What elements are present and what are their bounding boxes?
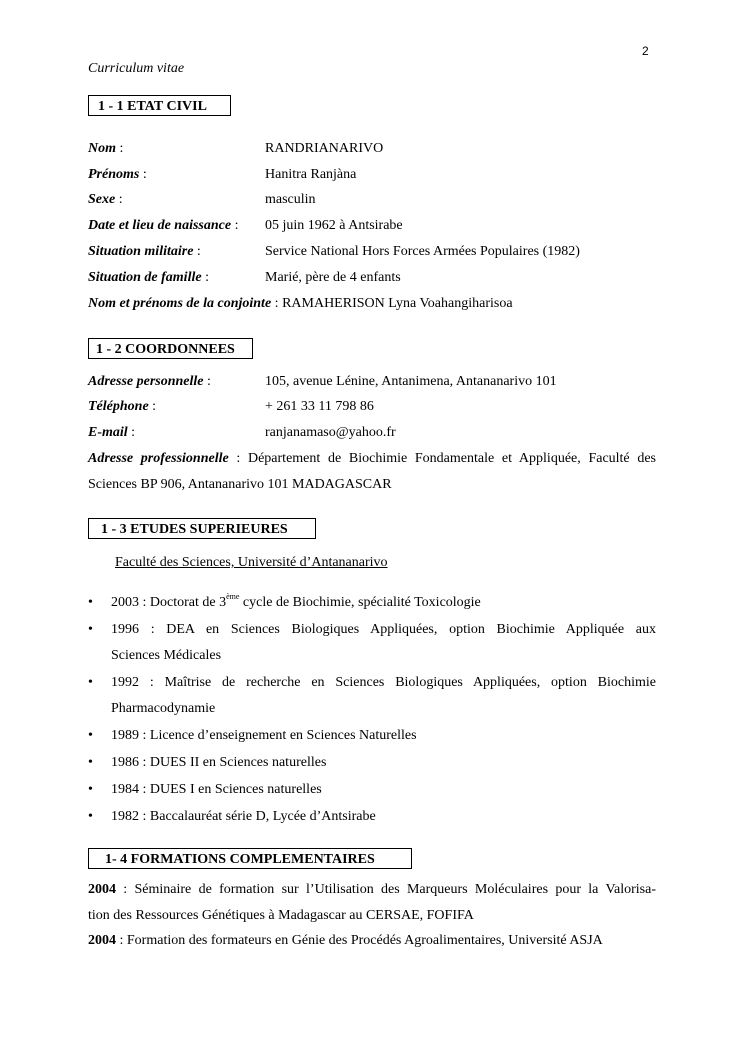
field-sexe: Sexe : <box>88 192 123 207</box>
list-item-continuation: Pharmacodynamie <box>111 701 216 716</box>
field-prenoms: Prénoms : <box>88 167 147 182</box>
list-item: 1989 : Licence d’enseignement en Sciences Naturelles <box>111 728 417 743</box>
bullet-icon: • <box>88 782 93 797</box>
field-famille: Situation de famille : <box>88 270 209 285</box>
value-email: ranjanamaso@yahoo.fr <box>265 425 396 440</box>
bullet-icon: • <box>88 675 93 690</box>
running-header: Curriculum vitae <box>88 61 185 76</box>
field-naissance: Date et lieu de naissance : <box>88 218 239 233</box>
bullet-icon: • <box>88 595 93 610</box>
field-conjointe: Nom et prénoms de la conjointe : RAMAHERISON Lyna Voahangiharisoa <box>88 296 513 311</box>
value-famille: Marié, père de 4 enfants <box>265 270 401 285</box>
field-nom: Nom : <box>88 141 124 156</box>
field-adresse-pro: Adresse professionnelle : Département de Biochimie Fondamentale et Appliquée, Faculté des <box>88 451 657 466</box>
list-item-continuation: Sciences Médicales <box>111 648 222 663</box>
list-item: 1992 : Maîtrise de recherche en Sciences Biologiques Appliquées, option Biochimie <box>111 675 656 690</box>
bullet-icon: • <box>88 755 93 770</box>
formation-entry: 2004 : Séminaire de formation sur l’Utilisation des Marqueurs Moléculaires pour la Valorisa- <box>88 882 656 897</box>
institution-name: Faculté des Sciences, Université d’Antananarivo <box>115 555 388 570</box>
formation-entry: 2004 : Formation des formateurs en Génie des Procédés Agroalimentaires, Université ASJA <box>88 933 603 948</box>
field-adresse: Adresse personnelle : <box>88 374 211 389</box>
section-heading-formations: 1- 4 FORMATIONS COMPLEMENTAIRES <box>88 848 412 869</box>
list-item: 1986 : DUES II en Sciences naturelles <box>111 755 327 770</box>
value-prenoms: Hanitra Ranjàna <box>265 167 357 182</box>
field-email: E-mail : <box>88 425 136 440</box>
field-telephone: Téléphone : <box>88 399 157 414</box>
value-telephone: + 261 33 11 798 86 <box>265 399 374 414</box>
value-nom: RANDRIANARIVO <box>265 141 384 156</box>
list-item: 1996 : DEA en Sciences Biologiques Appliquées, option Biochimie Appliquée aux <box>111 622 656 637</box>
value-militaire: Service National Hors Forces Armées Populaires (1982) <box>265 244 580 259</box>
field-militaire: Situation militaire : <box>88 244 201 259</box>
bullet-icon: • <box>88 728 93 743</box>
section-heading-etudes: 1 - 3 ETUDES SUPERIEURES <box>88 518 316 539</box>
section-heading-etat-civil: 1 - 1 ETAT CIVIL <box>88 95 231 116</box>
list-item: 2003 : Doctorat de 3ème cycle de Biochimie, spécialité Toxicologie <box>111 592 481 610</box>
list-item: 1984 : DUES I en Sciences naturelles <box>111 782 322 797</box>
value-sexe: masculin <box>265 192 316 207</box>
value-naissance: 05 juin 1962 à Antsirabe <box>265 218 403 233</box>
value-adresse-pro-line1: Département de Biochimie Fondamentale et Appliquée, Faculté des <box>247 451 657 466</box>
value-adresse: 105, avenue Lénine, Antanimena, Antananarivo 101 <box>265 374 557 389</box>
bullet-icon: • <box>88 809 93 824</box>
bullet-icon: • <box>88 622 93 637</box>
page-number: 2 <box>642 44 649 58</box>
section-heading-coordonnees: 1 - 2 COORDONNEES <box>88 338 253 359</box>
formation-entry-continuation: tion des Ressources Génétiques à Madagascar au CERSAE, FOFIFA <box>88 908 474 923</box>
list-item: 1982 : Baccalauréat série D, Lycée d’Antsirabe <box>111 809 376 824</box>
value-adresse-pro-line2: Sciences BP 906, Antananarivo 101 MADAGASCAR <box>88 477 392 492</box>
value-conjointe: RAMAHERISON Lyna Voahangiharisoa <box>282 296 513 311</box>
